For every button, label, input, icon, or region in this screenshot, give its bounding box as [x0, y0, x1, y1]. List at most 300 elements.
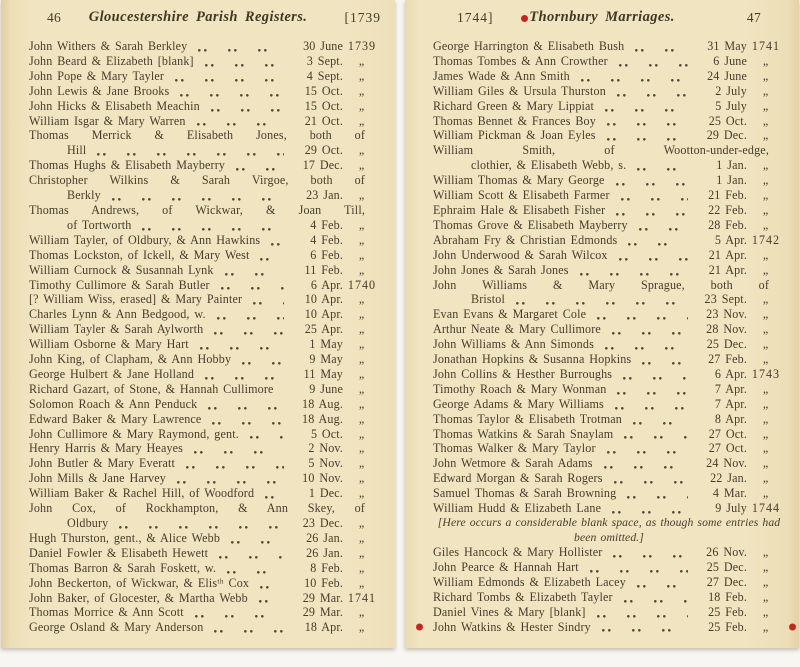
entry-year: 1741 — [751, 39, 781, 53]
register-row — [29, 54, 381, 69]
leader-dots — [633, 42, 688, 52]
leader-dots — [198, 340, 284, 350]
register-row — [29, 69, 381, 84]
entry-date: 24 Nov. — [706, 456, 747, 471]
page-left-header — [11, 9, 385, 29]
entry-name: John Williams & Ann Simonds — [433, 337, 594, 352]
entry-year: „ — [358, 426, 366, 441]
leader-dots — [203, 57, 284, 67]
leader-dots — [248, 429, 284, 439]
entry-year: „ — [358, 456, 366, 471]
entry-year: „ — [762, 559, 770, 574]
register-row — [433, 501, 785, 516]
entry-year: „ — [358, 575, 366, 590]
leader-dots — [579, 72, 688, 82]
register-row — [433, 397, 785, 412]
entry-name-continued: of Tortworth — [67, 217, 132, 232]
leader-dots — [117, 519, 284, 529]
entry-date: 1 Jan. — [716, 158, 747, 173]
entry-name: William Hudd & Elizabeth Lane — [433, 501, 602, 516]
entry-date: 10 Apr. — [304, 307, 343, 322]
leader-dots — [229, 534, 284, 544]
entry-date: 6 Apr. — [714, 366, 747, 381]
entry-name: Richard Tombs & Elizabeth Tayler — [433, 589, 613, 604]
entry-name: Timothy Cullimore & Sarah Butler — [29, 277, 210, 292]
register-row — [433, 278, 785, 293]
entry-date: 6 Feb. — [310, 247, 343, 262]
leader-dots — [283, 385, 284, 395]
entry-date: 29 Oct. — [304, 143, 343, 158]
leader-dots — [173, 72, 284, 82]
entry-date: 21 Feb. — [708, 188, 747, 203]
register-row — [29, 620, 381, 635]
entry-date: 25 Dec. — [706, 337, 747, 352]
entry-date: 1 Jan. — [716, 173, 747, 188]
entry-date: 21 Apr. — [708, 247, 747, 262]
entry-year: „ — [358, 620, 366, 635]
entry-date: 25 Dec. — [706, 559, 747, 574]
register-row — [433, 39, 785, 54]
entry-name: John Watkins & Hester Sindry — [433, 619, 591, 634]
register-row — [29, 233, 381, 248]
entry-date: 9 June — [309, 381, 343, 396]
register-row-continuation — [29, 218, 381, 233]
register-row — [29, 337, 381, 352]
entry-year: „ — [358, 143, 366, 158]
register-row-continuation — [433, 292, 785, 307]
leader-dots — [610, 504, 688, 514]
entry-date: 1 May — [309, 337, 343, 352]
entry-year: „ — [762, 322, 770, 337]
entry-year: „ — [762, 217, 770, 232]
entry-name: William Pickman & Joan Eyles — [433, 128, 596, 143]
entry-year: „ — [762, 292, 770, 307]
entry-name: William Isgar & Mary Warren — [29, 113, 186, 128]
entry-date: 27 Oct. — [708, 441, 747, 456]
register-row — [433, 54, 785, 69]
leader-dots — [184, 459, 284, 469]
register-row — [433, 233, 785, 248]
register-row — [433, 456, 785, 471]
entry-year: „ — [358, 322, 366, 337]
entry-name: Thomas Barron & Sarah Foskett, w. — [29, 560, 217, 575]
register-row — [433, 307, 785, 322]
entry-date: 6 Apr. — [310, 277, 343, 292]
register-row — [29, 561, 381, 576]
entry-year: „ — [762, 113, 770, 128]
register-row — [433, 99, 785, 114]
register-row — [433, 114, 785, 129]
entry-name: Evan Evans & Margaret Cole — [433, 307, 587, 322]
entry-year: „ — [358, 113, 366, 128]
entry-year: „ — [358, 188, 366, 203]
entry-year: „ — [762, 486, 770, 501]
entry-year: 1743 — [751, 366, 781, 381]
entry-year: „ — [762, 456, 770, 471]
register-row — [433, 337, 785, 352]
entry-name: Thomas Morrice & Ann Scott — [29, 605, 184, 620]
register-rows-left — [1, 39, 395, 635]
entry-name: John Cullimore & Mary Raymond, gent. — [29, 426, 239, 441]
register-row — [433, 605, 785, 620]
entry-date: 18 Aug. — [302, 411, 343, 426]
entry-name: Arthur Neate & Mary Cullimore — [433, 322, 601, 337]
page-number-left: 46 — [47, 10, 62, 25]
entry-year: „ — [762, 604, 770, 619]
entry-name: Thomas Walker & Mary Taylor — [433, 441, 596, 456]
leader-dots — [209, 102, 284, 112]
entry-name: John Lewis & Jane Brooks — [29, 83, 170, 98]
entry-date: 11 Feb. — [304, 262, 343, 277]
entry-name: Thomas Tombes & Ann Crowther — [433, 53, 608, 68]
leader-dots — [631, 415, 688, 425]
leader-dots — [212, 325, 284, 335]
entry-year: „ — [762, 173, 770, 188]
leader-dots — [578, 266, 688, 276]
entry-date: 5 July — [715, 98, 747, 113]
entry-name: Thomas Merrick & Elisabeth Jones, both of — [29, 128, 365, 143]
entry-name: Daniel Vines & Mary [blank] — [433, 604, 586, 619]
leader-dots — [223, 266, 284, 276]
leader-dots — [225, 564, 284, 574]
leader-dots — [605, 116, 688, 126]
leader-dots — [615, 87, 688, 97]
leader-dots — [240, 355, 284, 365]
leader-dots — [258, 579, 284, 589]
entry-name: John Baker, of Glocester, & Martha Webb — [29, 590, 248, 605]
leader-dots — [605, 131, 688, 141]
register-row — [433, 620, 785, 635]
entry-date: 5 Apr. — [714, 232, 747, 247]
entry-name: Abraham Fry & Christian Edmonds — [433, 232, 618, 247]
leader-dots — [110, 191, 284, 201]
register-row — [433, 352, 785, 367]
entry-year: „ — [358, 560, 366, 575]
entry-year: „ — [358, 232, 366, 247]
entry-year: „ — [762, 128, 770, 143]
register-row — [29, 173, 381, 188]
entry-date: 4 Feb. — [310, 217, 343, 232]
entry-year: „ — [358, 53, 366, 68]
entry-year: 1741 — [347, 590, 377, 605]
entry-year: „ — [762, 188, 770, 203]
entry-date: 29 Mar. — [302, 605, 343, 620]
register-row — [29, 456, 381, 471]
register-row — [29, 501, 381, 516]
entry-name: Charles Lynn & Ann Bedgood, w. — [29, 307, 206, 322]
entry-name: Thomas Taylor & Elisabeth Trotman — [433, 411, 622, 426]
leader-dots — [610, 325, 688, 335]
entry-year: „ — [762, 247, 770, 262]
entry-name: William Thomas & Mary George — [433, 173, 605, 188]
entry-year: „ — [358, 83, 366, 98]
leader-dots — [192, 444, 284, 454]
page-number-right: 47 — [746, 10, 761, 25]
entry-date: 23 Nov. — [706, 307, 747, 322]
leader-dots — [588, 563, 688, 573]
register-row — [29, 248, 381, 263]
red-annotation-dot-icon — [789, 623, 796, 630]
entry-name: Richard Gazart, of Stone, & Hannah Cullimore — [29, 381, 274, 396]
entry-date: 23 Dec. — [302, 516, 343, 530]
leader-dots — [595, 310, 688, 320]
register-row — [433, 382, 785, 397]
register-row — [433, 575, 785, 590]
leader-dots — [193, 608, 284, 618]
entry-year: „ — [762, 411, 770, 426]
entry-year: „ — [762, 337, 770, 352]
register-row — [433, 427, 785, 442]
register-row-continuation — [29, 516, 381, 531]
register-row — [29, 441, 381, 456]
leader-dots — [212, 623, 284, 633]
leader-dots — [614, 176, 688, 186]
entry-date: 31 May — [707, 39, 747, 53]
register-row — [29, 576, 381, 591]
leader-dots — [210, 415, 284, 425]
entry-date: 27 Dec. — [706, 574, 747, 589]
register-row — [29, 278, 381, 293]
entry-name: [? William Wiss, erased] & Mary Painter — [29, 292, 243, 307]
entry-year: „ — [762, 426, 770, 441]
register-row — [433, 441, 785, 456]
leader-dots — [263, 489, 284, 499]
register-row — [29, 99, 381, 114]
entry-date: 23 Sept. — [704, 292, 747, 307]
register-row — [433, 128, 785, 143]
register-row — [29, 591, 381, 606]
entry-year: „ — [762, 574, 770, 589]
entry-year: „ — [762, 381, 770, 396]
leader-dots — [178, 87, 284, 97]
entry-year: „ — [762, 396, 770, 411]
entry-name-continued: Bristol — [471, 292, 505, 307]
register-row — [433, 545, 785, 560]
entry-date: 27 Oct. — [708, 426, 747, 441]
leader-dots — [614, 206, 688, 216]
register-row — [433, 203, 785, 218]
entry-name-continued: Berkly — [67, 188, 101, 203]
entry-name: Richard Green & Mary Lippiat — [433, 98, 595, 113]
leader-dots — [602, 459, 688, 469]
page-right-47 — [405, 0, 799, 648]
register-row — [433, 143, 785, 158]
entry-name: John Jones & Sarah Jones — [433, 262, 569, 277]
entry-name-continued: Oldbury — [67, 516, 109, 530]
entry-date: 22 Feb. — [708, 202, 747, 217]
leader-dots — [600, 622, 688, 632]
register-row — [29, 382, 381, 397]
omission-note: [Here occurs a considerable blank space, as though some entries had been omitted.] — [437, 516, 781, 544]
entry-date: 30 June — [303, 39, 343, 53]
entry-name: Timothy Roach & Mary Wonman — [433, 381, 607, 396]
entry-name: John Williams & Mary Sprague, both of — [433, 277, 769, 292]
leader-dots — [617, 251, 688, 261]
leader-dots — [621, 370, 688, 380]
leader-dots — [603, 102, 688, 112]
entry-date: 22 Jan. — [710, 471, 747, 486]
entry-date: 26 Jan. — [306, 530, 343, 545]
entry-name: Thomas Lockston, of Ickell, & Mary West — [29, 247, 250, 262]
register-row — [29, 397, 381, 412]
entry-date: 5 Oct. — [310, 426, 343, 441]
entry-date: 10 Feb. — [304, 575, 343, 590]
entry-date: 5 Nov. — [308, 456, 343, 471]
entry-date: 15 Oct. — [304, 83, 343, 98]
leader-dots — [251, 295, 284, 305]
entry-year: 1742 — [751, 232, 781, 247]
entry-name: George Harrington & Elisabeth Bush — [433, 39, 625, 53]
entry-date: 21 Apr. — [708, 262, 747, 277]
running-title-right: Thornbury Marriages. — [529, 9, 675, 25]
entry-year: „ — [358, 158, 366, 173]
leader-dots — [625, 489, 688, 499]
entry-name: George Adams & Mary Williams — [433, 396, 604, 411]
entry-date: 9 July — [715, 501, 747, 516]
register-row — [433, 560, 785, 575]
entry-date: 2 Nov. — [308, 441, 343, 456]
entry-year: 1739 — [347, 39, 377, 53]
entry-year: „ — [358, 307, 366, 322]
entry-date: 8 Feb. — [310, 560, 343, 575]
entry-year: „ — [358, 98, 366, 113]
entry-name: John Pearce & Hannah Hart — [433, 559, 579, 574]
leader-dots — [613, 400, 688, 410]
entry-year: „ — [762, 352, 770, 367]
entry-year: „ — [358, 396, 366, 411]
entry-date: 6 June — [713, 53, 747, 68]
register-row — [29, 605, 381, 620]
entry-year: „ — [358, 337, 366, 352]
entry-year: „ — [762, 68, 770, 83]
running-title-left: Gloucestershire Parish Registers. — [88, 9, 308, 25]
entry-date: 18 Feb. — [708, 589, 747, 604]
entry-date: 2 July — [715, 83, 747, 98]
register-row — [433, 590, 785, 605]
leader-dots — [603, 340, 688, 350]
register-row — [433, 263, 785, 278]
leader-dots — [219, 280, 284, 290]
entry-year: „ — [762, 471, 770, 486]
leader-dots — [95, 146, 284, 156]
entry-name: John Collins & Hesther Burroughs — [433, 366, 613, 381]
entry-name: Thomas Grove & Elisabeth Mayberry — [433, 217, 628, 232]
register-row — [29, 531, 381, 546]
entry-name: Henry Harris & Mary Heayes — [29, 441, 184, 456]
entry-date: 11 May — [303, 366, 343, 381]
entry-name: Solomon Roach & Ann Penduck — [29, 396, 198, 411]
leader-dots — [217, 549, 284, 559]
entry-date: 25 Oct. — [708, 113, 747, 128]
entry-date: 4 Mar. — [712, 486, 747, 501]
entry-date: 25 Feb. — [708, 619, 747, 634]
entry-year: „ — [358, 262, 366, 277]
entry-year: „ — [762, 53, 770, 68]
leader-dots — [619, 191, 688, 201]
entry-year: „ — [762, 202, 770, 217]
entry-date: 7 Apr. — [714, 381, 747, 396]
entry-date: 28 Nov. — [706, 322, 747, 337]
register-row — [29, 367, 381, 382]
register-row — [433, 173, 785, 188]
entry-year: „ — [358, 292, 366, 307]
register-row — [29, 352, 381, 367]
entry-name-continued: Hill — [67, 143, 87, 158]
leader-dots — [605, 444, 688, 454]
entry-date: 29 Dec. — [706, 128, 747, 143]
register-row — [433, 248, 785, 263]
entry-year: „ — [358, 411, 366, 426]
entry-name: George Osland & Mary Anderson — [29, 620, 204, 635]
entry-date: 4 Feb. — [310, 232, 343, 247]
entry-name: William Osborne & Mary Hart — [29, 337, 189, 352]
page-left-46 — [1, 0, 395, 648]
entry-name: John Beckerton, of Wickwar, & Elisᵗʰ Cox — [29, 575, 250, 590]
leader-dots — [269, 236, 284, 246]
leader-dots — [635, 161, 688, 171]
entry-year: „ — [358, 530, 366, 545]
page-right-header — [415, 9, 789, 29]
entry-name: John Underwood & Sarah Wilcox — [433, 247, 608, 262]
entry-name: Christopher Wilkins & Sarah Virgoe, both of — [29, 173, 365, 188]
leader-dots — [640, 355, 688, 365]
register-row — [433, 322, 785, 337]
register-row — [29, 427, 381, 442]
entry-year: „ — [762, 441, 770, 456]
entry-name: John Pope & Mary Tayler — [29, 68, 165, 83]
entry-date: 23 Jan. — [306, 188, 343, 203]
register-row — [29, 84, 381, 99]
entry-name: John Withers & Sarah Berkley — [29, 39, 188, 53]
red-annotation-dot-icon — [416, 623, 423, 630]
entry-name: Hugh Thurston, gent., & Alice Webb — [29, 530, 221, 545]
entry-year: „ — [358, 381, 366, 396]
register-rows-right — [405, 39, 799, 634]
entry-date: 9 May — [309, 352, 343, 367]
leader-dots — [622, 593, 688, 603]
leader-dots — [595, 608, 688, 618]
entry-date: 17 Dec. — [302, 158, 343, 173]
leader-dots — [611, 548, 688, 558]
register-row — [29, 263, 381, 278]
entry-name: John Cox, of Rockhampton, & Ann Skey, of — [29, 501, 365, 516]
entry-date: 24 June — [707, 68, 747, 83]
entry-name: Daniel Fowler & Elisabeth Hewett — [29, 545, 209, 560]
entry-year: „ — [358, 366, 366, 381]
entry-date: 25 Apr. — [304, 322, 343, 337]
entry-name: John Beard & Elizabeth [blank] — [29, 53, 194, 68]
register-row — [29, 486, 381, 501]
register-row — [29, 128, 381, 143]
leader-dots — [615, 385, 688, 395]
entry-name: Thomas Andrews, of Wickwar, & Joan Till, — [29, 202, 365, 217]
entry-name: Edward Baker & Mary Lawrence — [29, 411, 202, 426]
entry-year: „ — [762, 307, 770, 322]
entry-name: William Baker & Rachel Hill, of Woodford — [29, 486, 255, 501]
leader-dots — [140, 221, 284, 231]
register-row — [433, 69, 785, 84]
entry-year: „ — [762, 545, 770, 559]
register-row — [29, 114, 381, 129]
leader-dots — [617, 57, 688, 67]
leader-dots — [195, 116, 284, 126]
register-row-continuation — [29, 143, 381, 158]
year-bracket-left: [1739 — [344, 10, 381, 25]
entry-name: Samuel Thomas & Sarah Browning — [433, 486, 617, 501]
leader-dots — [196, 42, 284, 52]
leader-dots — [203, 370, 284, 380]
entry-name: John Hicks & Elisabeth Meachin — [29, 98, 200, 113]
